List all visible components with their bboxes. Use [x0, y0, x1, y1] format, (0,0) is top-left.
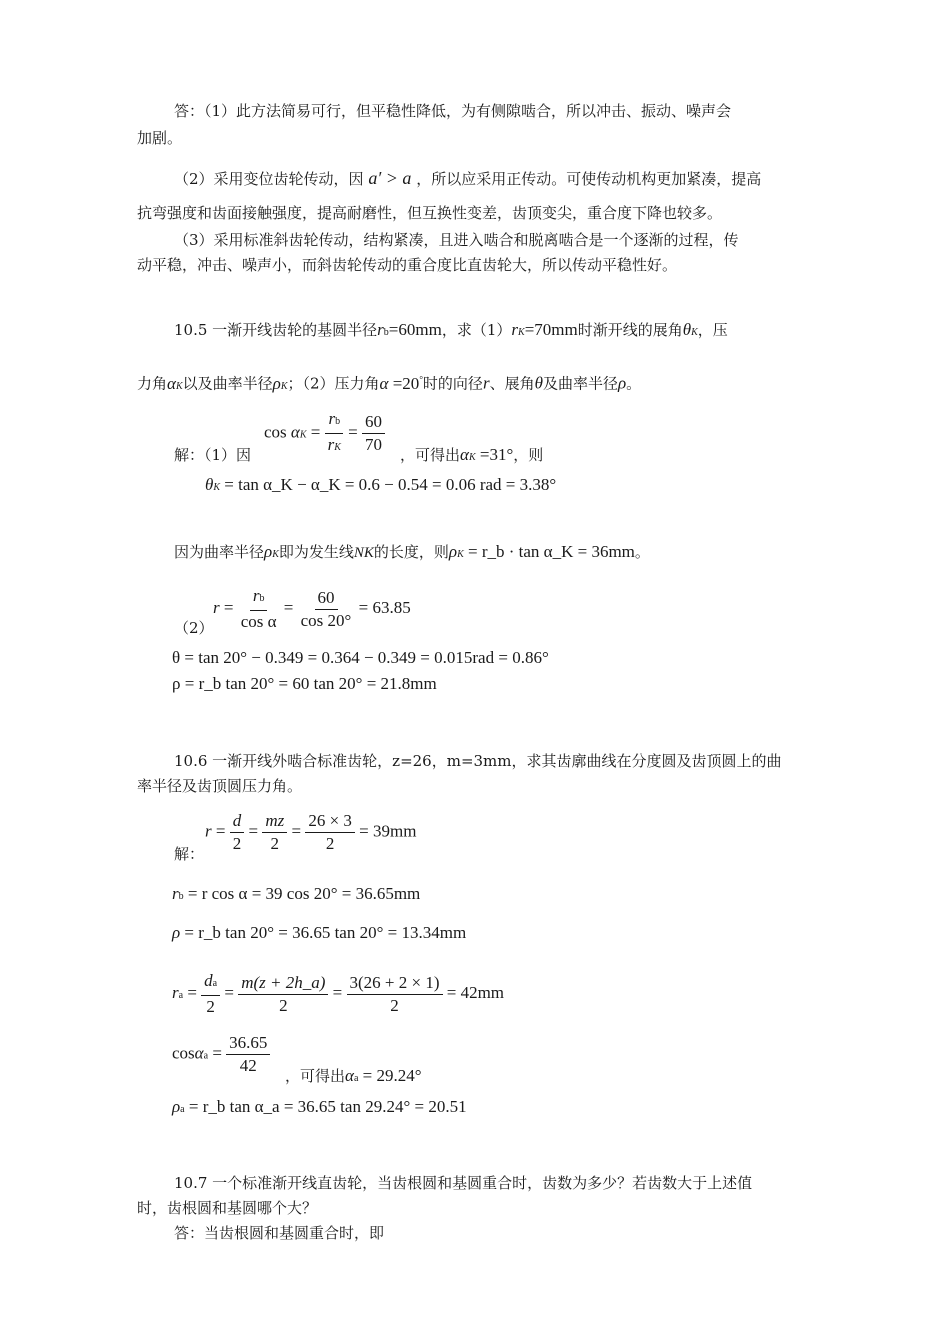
rb-over-cos-fraction: $\frac{rb}{\text{cos α}}$ [240, 586, 277, 631]
q10-5-text-e: 力角 [137, 374, 168, 393]
answer-3b-line-2: 动平稳，冲击、噪声小，而斜齿轮传动的重合度比直齿轮大，所以传动平稳性好。 [137, 256, 678, 274]
q10-5-text-h: 时的向径 [422, 374, 483, 393]
rho-k-line: 因为曲率半径ρK即为发生线NK的长度，则ρK = r_b · tan α_K = 36mm。 [174, 542, 650, 561]
answer-2-text-a: （2）采用变位齿轮传动，因 [174, 170, 364, 188]
rho-text-c: 的长度，则 [373, 543, 449, 561]
q10-5-text-c: 时渐开线的展角 [577, 321, 683, 339]
solution-1-get: ，可得出αK =31°，则 [400, 445, 544, 464]
theta-k-equation: θK = tan α_K − α_K = 0.6 − 0.54 = 0.06 rad = 3.38° [205, 475, 557, 494]
rho-2-equation: ρ = r_b tan 20° = 60 tan 20° = 21.8mm [172, 674, 437, 693]
answer-2-line-2: 抗弯强度和齿面接触强度，提高耐磨性，但互换性变差，齿顶变尖，重合度下降也较多。 [137, 204, 723, 222]
rho-k-value: = r_b · tan α_K = 36mm [468, 542, 635, 561]
answer-2-line-1 [174, 167, 761, 190]
q10-5-text-g: ；（2）压力角 [287, 374, 380, 393]
q10-6-r-equation: r = $\frac{d}{2}$ = $\frac{mz}{2}$ = $\frac{26 \times 3}{2}$ = 39mm [205, 811, 417, 853]
theta-k-value: = tan α_K − α_K = 0.6 − 0.54 = 0.06 rad = 3.38° [224, 475, 557, 494]
rb-symbol: rb [377, 320, 389, 339]
r-equation: r = $\frac{rb}{\text{cos α}}$ = $\frac{60}{\cos 20^\circ}$ = 63.85 [213, 586, 411, 631]
answer-3b-line-1: （3）采用标准斜齿轮传动，结构紧凑，且进入啮合和脱离啮合是一个逐渐的过程，传 [174, 231, 739, 249]
q10-6-cos-equation: cosαa = $\frac{36.65}{42}$ [172, 1032, 270, 1077]
q10-5-text-j: 及曲率半径 [542, 374, 618, 393]
q10-6-rb-equation: rb = r cos α = 39 cos 20° = 36.65mm [172, 884, 421, 903]
q10-5-line-1 [174, 319, 728, 344]
q10-6-line-2: 率半径及齿顶圆压力角。 [137, 777, 303, 795]
q10-6-r-value: = 39mm [359, 821, 417, 841]
q10-5-text-a: 10.5 一渐开线齿轮的基圆半径 [174, 321, 378, 339]
answer-3-line-1: 答：（1）此方法简易可行，但平稳性降低，为有侧隙啮合，所以冲击、振动、噪声会 [174, 102, 732, 120]
r-value: = 63.85 [358, 597, 411, 617]
q10-5-text-k: 。 [626, 374, 642, 393]
rho-text-a: 因为曲率半径 [174, 543, 265, 561]
solution-1-label: 解：（1）因 [174, 446, 252, 464]
period: 。 [634, 543, 650, 561]
cos-alpha-k-equation: cos αK = $\frac{rb}{rK}$ = $\frac{60}{70}$ [264, 408, 385, 459]
q10-7-answer: 答：当齿根圆和基圆重合时，即 [174, 1224, 385, 1242]
q10-5-text-f: 以及曲率半径 [182, 374, 273, 393]
part-2-label: （2） [174, 619, 214, 637]
alpha-k-symbol: αK [167, 373, 183, 393]
q10-5-line-2: 力角αK以及曲率半径ρK；（2）压力角α =20°时的向径r、展角θ及曲率半径ρ。 [137, 373, 642, 393]
rho-text-b: 即为发生线 [278, 543, 354, 561]
q10-6-get: ，可得出αa = 29.24° [285, 1066, 422, 1085]
nk-label: NK [353, 545, 374, 561]
sixty-over-seventy-fraction: $\frac{60}{70}$ [362, 411, 385, 456]
rk-value: =70mm [524, 320, 578, 339]
q10-7-line-1: 10.7 一个标准渐开线直齿轮，当齿根圆和基圆重合时，齿数为多少？若齿数大于上述值 [174, 1174, 753, 1192]
q10-6-rho-equation: ρ = r_b tan 20° = 36.65 tan 20° = 13.34mm [172, 923, 467, 942]
q10-5-text-d: ，压 [697, 321, 728, 339]
answer-3-line-2: 加剧。 [137, 129, 183, 147]
theta-2-equation: θ = tan 20° − 0.349 = 0.364 − 0.349 = 0.015rad = 0.86° [172, 648, 549, 667]
rk-symbol: rK [511, 320, 525, 339]
answer-2-math: a′ > a [368, 168, 412, 188]
q10-5-text-i: 、展角 [489, 374, 535, 393]
q10-6-rho-a-equation: ρa = r_b tan α_a = 36.65 tan 29.24° = 20.51 [172, 1097, 467, 1116]
theta-k-symbol: θK [682, 320, 698, 339]
q10-6-sol-label: 解： [174, 845, 205, 863]
get-text: ，可得出 [400, 446, 461, 464]
rb-over-rk-fraction: $\frac{rb}{rK}$ [325, 408, 344, 459]
cos-label: cos [264, 422, 287, 442]
alpha-value: α =20° [379, 373, 423, 393]
q10-6-line-1: 10.6 一渐开线外啮合标准齿轮，z=26，m=3mm，求其齿廓曲线在分度圆及齿顶圆上的曲 [174, 752, 782, 770]
answer-2-text-b: ，所以应采用正传动。可使传动机构更加紧凑，提高 [416, 170, 762, 188]
q10-5-text-b: ，求（1） [441, 321, 512, 339]
alpha-k-value: =31° [479, 445, 514, 464]
alpha-eq: =20 [392, 373, 420, 393]
rb-value: =60mm [388, 320, 442, 339]
sixty-over-cos20-fraction: $\frac{60}{\cos 20^\circ}$ [300, 587, 352, 630]
then-text: ，则 [513, 446, 544, 464]
q10-7-line-2: 时，齿根圆和基圆哪个大？ [137, 1199, 318, 1217]
rho-k-symbol: ρK [272, 373, 288, 393]
q10-6-ra-equation: ra = $\frac{da}{2}$ = $\frac{m(z + 2h\_a)}{2}$ = $\frac{3(26 + 2 \times 1)}{2}$ = 42mm [172, 971, 505, 1016]
